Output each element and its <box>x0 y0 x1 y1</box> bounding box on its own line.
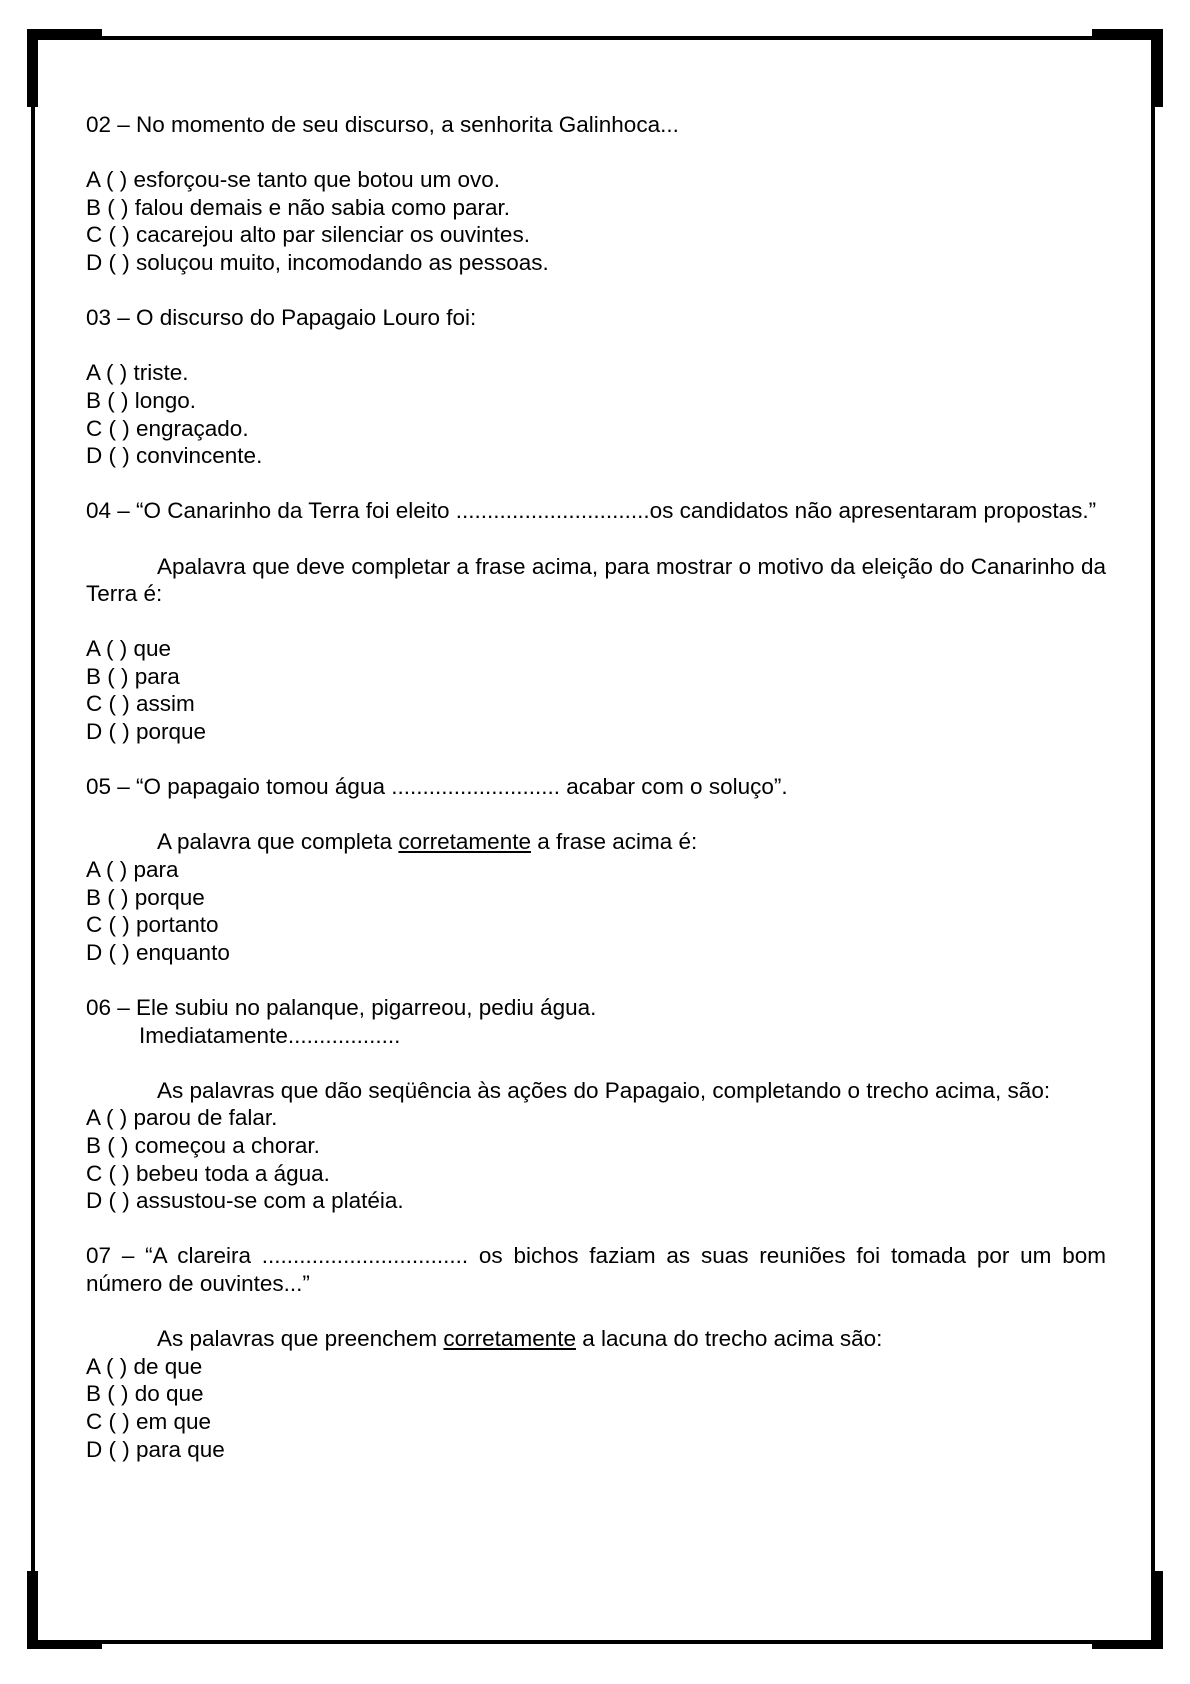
underlined-word: corretamente <box>398 829 531 855</box>
option-c[interactable]: C ( ) portanto <box>86 912 219 938</box>
option-a[interactable]: A ( ) esforçou-se tanto que botou um ovo. <box>86 167 500 193</box>
option-d[interactable]: D ( ) porque <box>86 719 207 745</box>
option-d[interactable]: D ( ) convincente. <box>86 443 263 469</box>
corner-bottom-right-vertical <box>1152 1571 1163 1649</box>
option-b[interactable]: B ( ) falou demais e não sabia como parar. <box>86 194 510 220</box>
option-d[interactable]: D ( ) assustou-se com a platéia. <box>86 1188 404 1214</box>
option-a[interactable]: A ( ) que <box>86 636 172 662</box>
question-prompt <box>86 828 1106 856</box>
option-d[interactable]: D ( ) para que <box>86 1436 225 1462</box>
question-07 <box>86 1242 1106 1463</box>
corner-bottom-left-vertical <box>27 1571 38 1649</box>
prompt-text: As palavras que preenchem <box>157 1326 444 1352</box>
options-list <box>86 1353 1106 1463</box>
option-d[interactable]: D ( ) enquanto <box>86 939 230 965</box>
option-a[interactable]: A ( ) de que <box>86 1353 203 1379</box>
options-list <box>86 856 1106 966</box>
question-stem: 06 – Ele subiu no palanque, pigarreou, pediu água. <box>86 995 597 1020</box>
option-b[interactable]: B ( ) do que <box>86 1381 204 1407</box>
question-stem: 05 – “O papagaio tomou água ........................... acabar com o soluço”. <box>86 774 788 800</box>
option-b[interactable]: B ( ) longo. <box>86 387 197 413</box>
question-prompt <box>86 1325 1106 1353</box>
option-c[interactable]: C ( ) bebeu toda a água. <box>86 1160 330 1186</box>
option-c[interactable]: C ( ) engraçado. <box>86 415 249 441</box>
worksheet-content <box>86 111 1106 1463</box>
option-a[interactable]: A ( ) parou de falar. <box>86 1105 278 1131</box>
question-02 <box>86 111 1106 277</box>
question-stem: 02 – No momento de seu discurso, a senhorita Galinhoca... <box>86 112 679 137</box>
question-06 <box>86 994 1106 1215</box>
options-list <box>86 635 1106 745</box>
question-prompt: As palavras que dão seqüência às ações do Papagaio, completando o trecho acima, são: <box>157 1077 1051 1103</box>
question-stem: 04 – “O Canarinho da Terra foi eleito ...............................os candidatos não apresentaram propostas.” <box>86 498 1097 524</box>
question-prompt: Apalavra que deve completar a frase acima, para mostrar o motivo da eleição do Canarinho da Terra é: <box>86 553 1106 607</box>
prompt-text-end: a frase acima é: <box>530 829 698 855</box>
corner-top-left-vertical <box>27 29 38 107</box>
question-stem: 07 – “A clareira ................................. os bichos faziam as suas reuniões foi tomada por um bom número de ouvintes...” <box>86 1243 1106 1296</box>
option-c[interactable]: C ( ) cacarejou alto par silenciar os ouvintes. <box>86 222 530 248</box>
options-list <box>86 359 1106 469</box>
options-list <box>86 1104 1106 1214</box>
option-c[interactable]: C ( ) em que <box>86 1408 212 1434</box>
option-b[interactable]: B ( ) para <box>86 663 180 689</box>
corner-bottom-left <box>27 1640 102 1649</box>
underlined-word: corretamente <box>443 1326 576 1352</box>
option-c[interactable]: C ( ) assim <box>86 691 195 717</box>
question-03 <box>86 304 1106 470</box>
prompt-text-end: a lacuna do trecho acima são: <box>575 1326 883 1352</box>
option-b[interactable]: B ( ) porque <box>86 884 205 910</box>
option-a[interactable]: A ( ) triste. <box>86 360 189 386</box>
question-05 <box>86 773 1106 966</box>
corner-top-left <box>27 29 102 38</box>
corner-top-right-vertical <box>1152 29 1163 107</box>
question-stem: 03 – O discurso do Papagaio Louro foi: <box>86 305 477 331</box>
question-04 <box>86 497 1106 745</box>
option-d[interactable]: D ( ) soluçou muito, incomodando as pessoas. <box>86 249 549 275</box>
prompt-text: A palavra que completa <box>157 829 399 855</box>
question-stem-continuation: Imediatamente.................. <box>139 1022 401 1048</box>
option-a[interactable]: A ( ) para <box>86 857 179 883</box>
option-b[interactable]: B ( ) começou a chorar. <box>86 1132 320 1158</box>
options-list <box>86 166 1106 276</box>
